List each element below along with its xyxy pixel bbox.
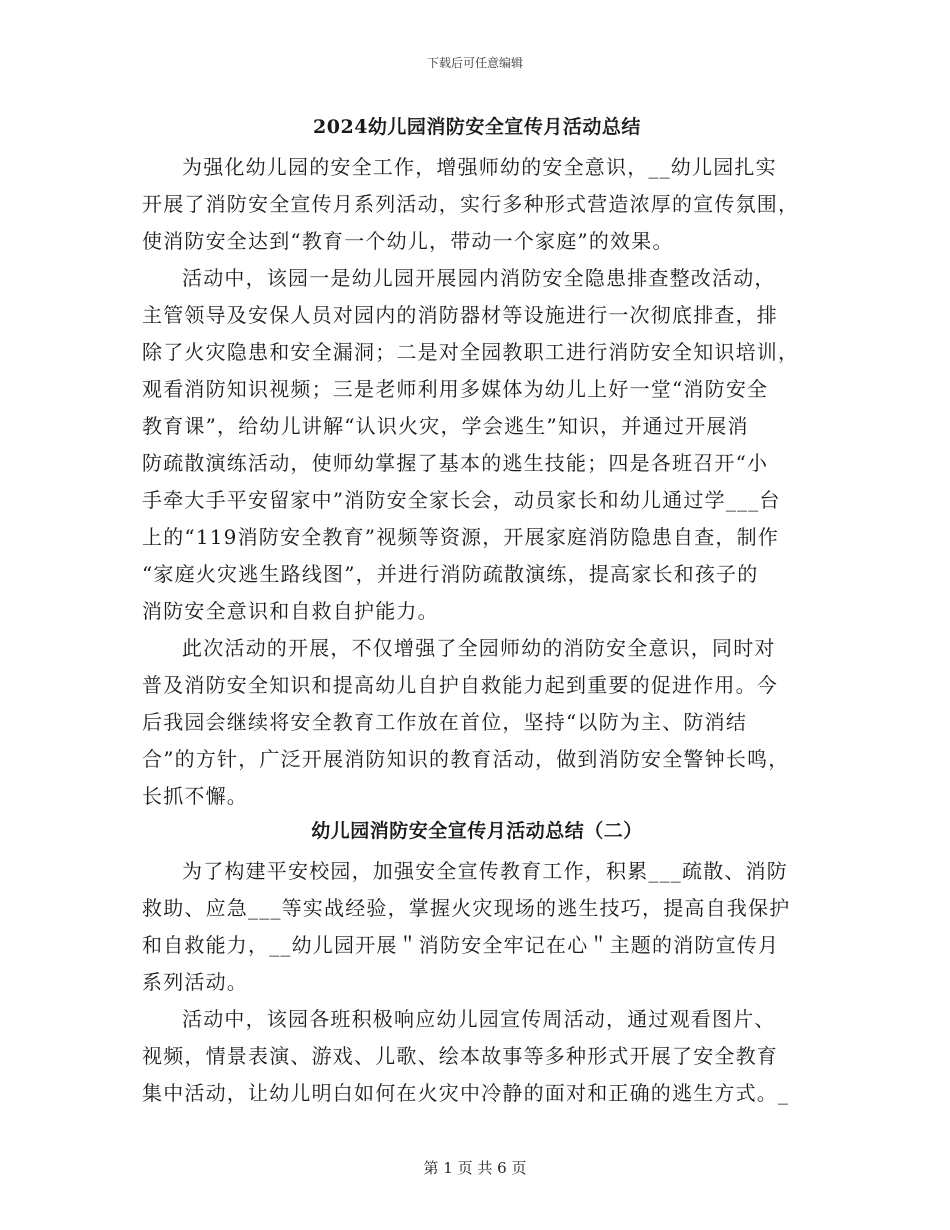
paragraph-line: 手牵大手平安留家中”消防安全家长会，动员家长和幼儿通过学___台 <box>142 488 781 512</box>
paragraph-line: 消防安全意识和自救自护能力。 <box>142 599 439 623</box>
paragraph-line: 合”的方针，广泛开展消防知识的教育活动，做到消防安全警钟长鸣， <box>142 747 790 771</box>
section-2 <box>142 853 812 1112</box>
paragraph-line: 后我园会继续将安全教育工作放在首位，坚持“以防为主、防消结 <box>142 710 748 734</box>
paragraph <box>142 630 812 815</box>
page-number: 第 1 页 共 6 页 <box>423 1159 527 1177</box>
paragraph-line: 主管领导及安保人员对园内的消防器材等设施进行一次彻底排查，排 <box>142 303 778 327</box>
paragraph-line: 除了火灾隐患和安全漏洞；二是对全园教职工进行消防安全知识培训， <box>142 340 800 364</box>
paragraph-line: 救助、应急___等实战经验，掌握火灾现场的逃生技巧，提高自我保护 <box>142 896 791 920</box>
paragraph-line: 防疏散演练活动，使师幼掌握了基本的逃生技能；四是各班召开“小 <box>142 451 769 475</box>
paragraph-line: 活动中，该园一是幼儿园开展园内消防安全隐患排查整改活动， <box>182 266 776 290</box>
paragraph-line: 长抓不懈。 <box>142 784 248 808</box>
paragraph-line: 视频，情景表演、游戏、儿歌、绘本故事等多种形式开展了安全教育 <box>142 1044 778 1068</box>
paragraph-line: 此次活动的开展，不仅增强了全园师幼的消防安全意识，同时对 <box>182 636 776 660</box>
paragraph-line: 活动中，该园各班积极响应幼儿园宣传周活动，通过观看图片、 <box>182 1007 776 1031</box>
document-title: 2024幼儿园消防安全宣传月活动总结 <box>313 116 641 138</box>
paragraph-line: 为了构建平安校园，加强安全宣传教育工作，积累___疏散、消防 <box>182 859 788 883</box>
paragraph <box>142 853 812 1001</box>
paragraph-line: 普及消防安全知识和提高幼儿自护自救能力起到重要的促进作用。今 <box>142 673 778 697</box>
section-1 <box>142 149 812 815</box>
paragraph-line: 上的“119消防安全教育”视频等资源，开展家庭消防隐患自查，制作 <box>142 525 780 549</box>
paragraph <box>142 260 812 630</box>
document-body <box>142 113 812 1112</box>
paragraph <box>142 149 812 260</box>
paragraph-line: 开展了消防安全宣传月系列活动，实行多种形式营造浓厚的宣传氛围， <box>142 192 800 216</box>
paragraph-line: 使消防安全达到“教育一个幼儿，带动一个家庭”的效果。 <box>142 229 674 253</box>
paragraph-line: 观看消防知识视频；三是老师利用多媒体为幼儿上好一堂“消防安全 <box>142 377 769 401</box>
section-2-title: 幼儿园消防安全宣传月活动总结（二） <box>311 820 643 842</box>
paragraph-line: 集中活动，让幼儿明白如何在火灾中冷静的面对和正确的逃生方式。_ <box>142 1081 790 1105</box>
paragraph-line: 和自救能力，__幼儿园开展＂消防安全牢记在心＂主题的消防宣传月 <box>142 933 780 957</box>
header-note: 下载后可任意编辑 <box>426 56 523 70</box>
paragraph <box>142 1001 812 1112</box>
paragraph-line: 为强化幼儿园的安全工作，增强师幼的安全意识，__幼儿园扎实 <box>182 155 777 179</box>
paragraph-line: “家庭火灾逃生路线图”，并进行消防疏散演练，提高家长和孩子的 <box>142 562 759 586</box>
paragraph-line: 系列活动。 <box>142 970 248 994</box>
paragraph-line: 教育课”，给幼儿讲解“认识火灾，学会逃生”知识，并通过开展消 <box>142 414 749 438</box>
